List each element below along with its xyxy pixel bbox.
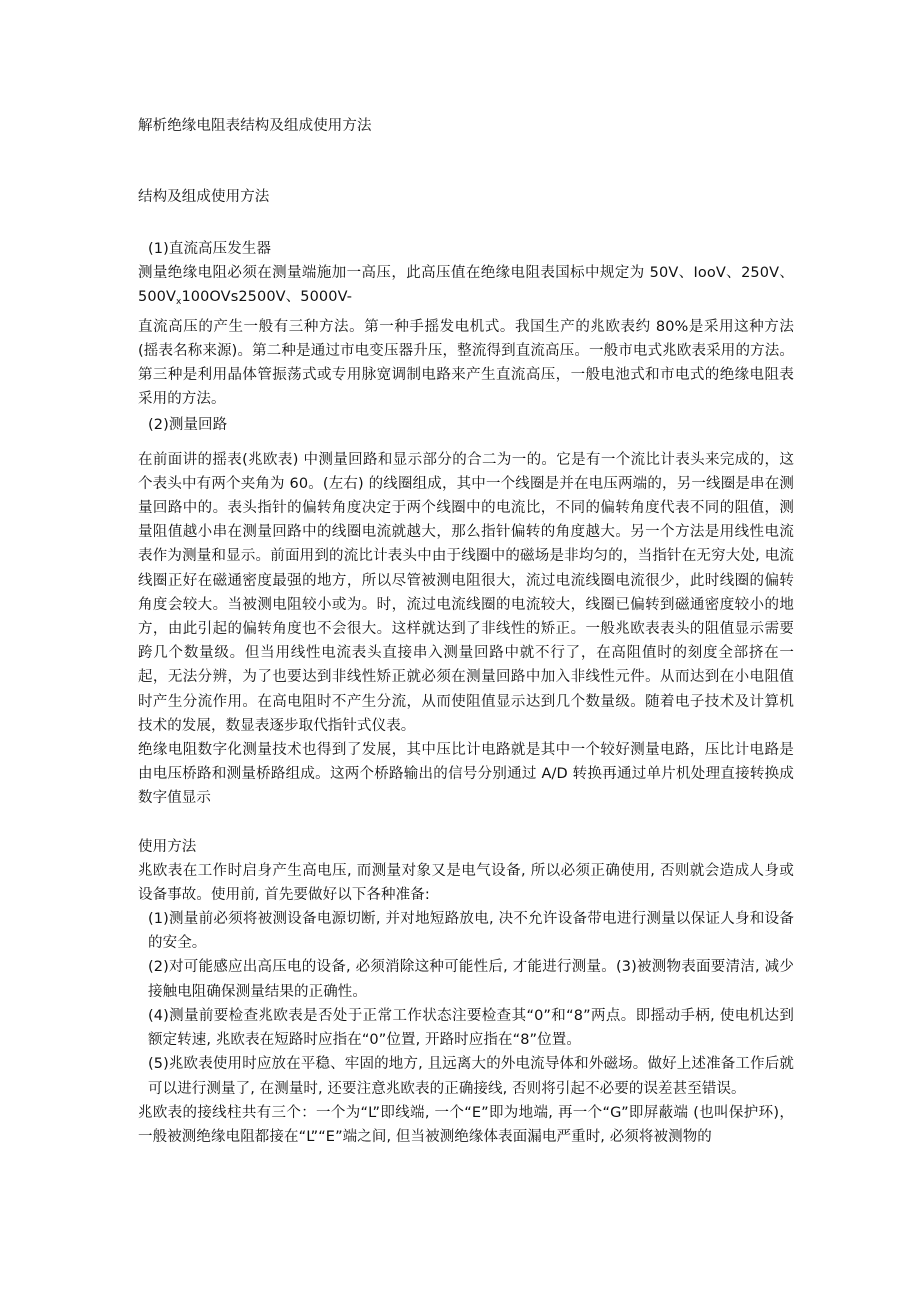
document-title: 解析绝缘电阻表结构及组成使用方法 bbox=[138, 118, 372, 134]
document-body bbox=[138, 114, 794, 1149]
usage-step-1: (1)测量前必须将被测设备电源切断, 并对地短路放电, 决不允许设备带电进行测量以保证人身和设备的安全。 bbox=[148, 911, 794, 952]
item1-voltages-text-b: 100OVs2500V、5000V- bbox=[181, 289, 353, 306]
item1-paragraph-voltages bbox=[138, 261, 794, 314]
item1-voltages-text-a: 测量绝缘电阻必须在测量端施加一高压，此高压值在绝缘电阻表国标中规定为 50V、IooV、250V、500V bbox=[138, 265, 794, 306]
item1-heading: (1)直流高压发生器 bbox=[148, 241, 272, 257]
usage-intro-paragraph: 兆欧表在工作时启身产生高电压, 而测量对象又是电气设备, 所以必须正确使用, 否则就会造成人身或设备事故。使用前, 首先要做好以下各种准备: bbox=[138, 862, 794, 903]
item2-paragraph-circuit: 在前面讲的摇表(兆欧表) 中测量回路和显示部分的合二为一的。它是有一个流比计表头来完成的，这个表头中有两个夹角为 60。(左右) 的线圈组成，其中一个线圈是并在电压两端的，另一线圈是串在测量回路中的。表头指针的偏转角度决定于两个线圈中的电流比，不同的偏转角度代表不同的阻值，测量阻值越小串在测量回路中的线圈电流就越大，那么指针偏转的角度越大。另一个方法是用线性电流表作为测量和显示。前面用到的流比计表头中由于线圈中的磁场是非均匀的，当指针在无穷大处, 电流线圈正好在磁通密度最强的地方，所以尽管被测电阻很大，流过电流线圈电流很少，此时线圈的偏转角度会较大。当被测电阻较小或为。时，流过电流线圈的电流较大，线圈已偏转到磁通密度较小的地方，由此引起的偏转角度也不会很大。这样就达到了非线性的矫正。一般兆欧表表头的阻值显示需要跨几个数量级。但当用线性电流表头直接串入测量回路中就不行了，在高阻值时的刻度全部挤在一起，无法分辨，为了也要达到非线性矫正就必须在测量回路中加入非线性元件。从而达到在小电阻值时产生分流作用。在高电阻时不产生分流，从而使阻值显示达到几个数量级。随着电子技术及计算机技术的发展，数显表逐步取代指针式仪表。 bbox=[138, 451, 794, 734]
item2-paragraph-digital: 绝缘电阻数字化测量技术也得到了发展，其中压比计电路就是其中一个较好测量电路，压比计电路是由电压桥路和测量桥路组成。这两个桥路输出的信号分别通过 A/D 转换再通过单片机处理直接转换成数字值显示 bbox=[138, 742, 794, 807]
item1-paragraph-methods: 直流高压的产生一般有三种方法。第一种手摇发电机式。我国生产的兆欧表约 80%是采用这种方法(摇表名称来源)。第二种是通过市电变压器升压，整流得到直流高压。一般市电式兆欧表采用的方法。第三种是利用晶体管振荡式或专用脉宽调制电路来产生直流高压，一般电池式和市电式的绝缘电阻表采用的方法。 bbox=[138, 318, 794, 408]
usage-step-4: (4)测量前要检查兆欧表是否处于正常工作状态注要检查其“0”和“8”两点。即摇动手柄, 使电机达到额定转速, 兆欧表在短路时应指在“0”位置, 开路时应指在“8”位置。 bbox=[148, 1007, 794, 1049]
usage-step-2-3: (2)对可能感应出高压电的设备, 必须消除这种可能性后, 才能进行测量。(3)被测物表面要清洁, 减少接触电阻确保测量结果的正确性。 bbox=[148, 959, 794, 1000]
item1-voltages-subscript: x bbox=[176, 297, 182, 308]
terminals-paragraph: 兆欧表的接线柱共有三个：一个为“L”即线端, 一个“E”即为地端, 再一个“G”即屏蔽端 (也叫保护环)，一般被测绝缘电阻都接在“L”“E”端之间, 但当被测绝缘体表面漏电严重时, 必须将被测物的 bbox=[138, 1104, 794, 1145]
section-heading-usage: 使用方法 bbox=[138, 838, 197, 855]
section-heading-structure: 结构及组成使用方法 bbox=[138, 189, 270, 205]
item2-heading: (2)测量回路 bbox=[148, 417, 228, 434]
usage-step-5: (5)兆欧表使用时应放在平稳、牢固的地方, 且远离大的外电流导体和外磁场。做好上述准备工作后就可以进行测量了, 在测量时, 还要注意兆欧表的正确接线, 否则将引起不必要的误差甚至错误。 bbox=[148, 1056, 794, 1097]
